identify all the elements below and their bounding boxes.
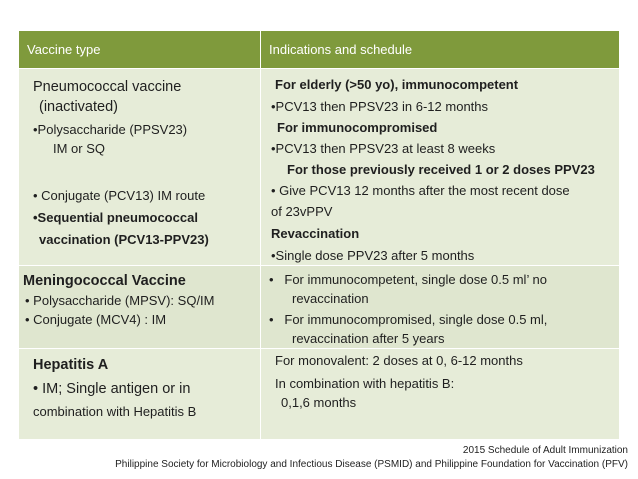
schedule-heading-elderly: For elderly (>50 yo), immunocompetent [275,77,519,92]
schedule-previous-doses-cont: of 23vPPV [271,204,333,219]
schedule-revaccination: •Single dose PPV23 after 5 months [271,248,475,263]
hepatitis-a-title: Hepatitis A [33,357,109,373]
meningococcal-immunocompetent: • For immunocompetent, single dose 0.5 ml’ no [269,272,547,287]
pneumococcal-sequential: •Sequential pneumococcal [33,210,198,225]
schedule-immunocompromised: •PCV13 then PPSV23 at least 8 weeks [271,141,496,156]
immunization-table [18,30,620,440]
pneumococcal-subtitle: (inactivated) [39,99,118,115]
header-indications: Indications and schedule [261,31,620,69]
pneumococcal-ppsv23: •Polysaccharide (PPSV23) [33,122,188,137]
pneumococcal-pcv13: • Conjugate (PCV13) IM route [33,188,206,203]
footer-source: Philippine Society for Microbiology and Infectious Disease (PSMID) and Philippine Foundation for Vaccination (PFV) [115,459,628,470]
footer-title: 2015 Schedule of Adult Immunization [462,445,628,456]
schedule-previous-doses: • Give PCV13 12 months after the most recent dose [271,183,570,198]
hepatitis-a-combined-schedule: 0,1,6 months [281,395,357,410]
pneumococcal-sequential-detail: vaccination (PCV13-PPV23) [39,232,209,247]
schedule-heading-previous-doses: For those previously received 1 or 2 doses PPV23 [287,162,595,177]
meningococcal-immunocompromised-cont: revaccination after 5 years [292,331,445,346]
hepatitis-a-monovalent: For monovalent: 2 doses at 0, 6-12 months [275,353,523,368]
meningococcal-immunocompromised: • For immunocompromised, single dose 0.5 ml, [269,312,548,327]
header-vaccine-type: Vaccine type [19,31,261,69]
hepatitis-a-route: • IM; Single antigen or in [33,381,191,397]
meningococcal-mpsv: • Polysaccharide (MPSV): SQ/IM [25,293,215,308]
hepatitis-a-schedule-cell [261,349,620,440]
pneumococcal-title: Pneumococcal vaccine [33,79,182,95]
hepatitis-a-combination: combination with Hepatitis B [33,404,197,419]
table-row-pneumococcal [19,69,620,266]
meningococcal-title: Meningococcal Vaccine [23,273,186,289]
hepatitis-a-vaccine-cell [19,349,261,440]
source-footer [115,444,628,472]
hepatitis-a-combined: In combination with hepatitis B: [275,376,455,391]
meningococcal-immunocompetent-cont: revaccination [292,291,369,306]
meningococcal-mcv4: • Conjugate (MCV4) : IM [25,312,167,327]
table-row-meningococcal [19,266,620,349]
table-header-row [19,31,620,69]
pneumococcal-vaccine-cell [19,69,261,266]
schedule-elderly: •PCV13 then PPSV23 in 6-12 months [271,99,489,114]
meningococcal-vaccine-cell [19,266,261,349]
pneumococcal-schedule-cell [261,69,620,266]
table-row-hepatitis-a [19,349,620,440]
pneumococcal-ppsv23-route: IM or SQ [53,141,106,156]
schedule-heading-immunocompromised: For immunocompromised [277,120,438,135]
meningococcal-schedule-cell [261,266,620,349]
schedule-heading-revaccination: Revaccination [271,226,360,241]
